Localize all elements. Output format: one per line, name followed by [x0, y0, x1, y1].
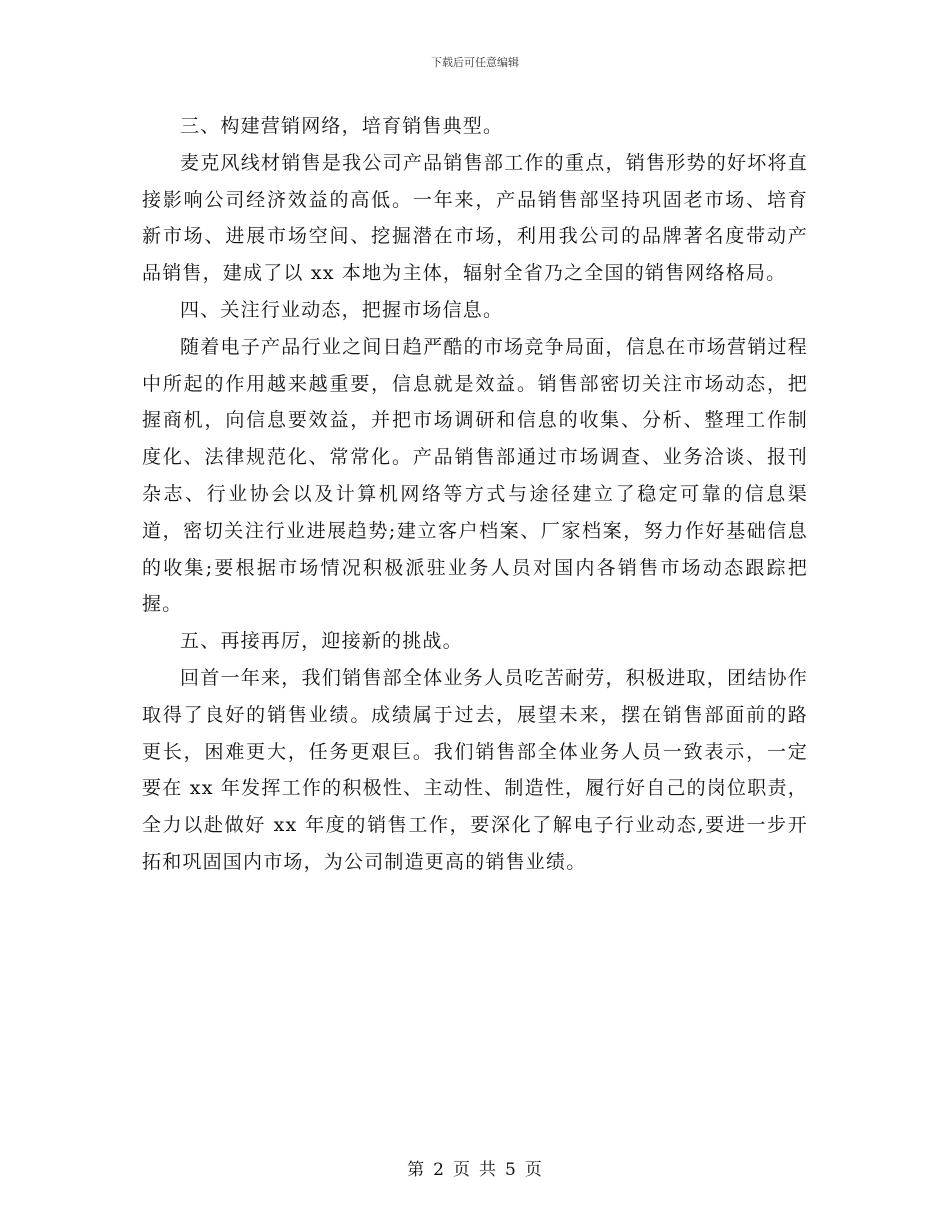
heading-section-3: 三、构建营销网络，培育销售典型。 [180, 115, 504, 137]
paragraph-new-challenges: 回首一年来，我们销售部全体业务人员吃苦耐劳，积极进取，团结协作取得了良好的销售业绩。成绩属于过去，展望未来，摆在销售部面前的路更长，困难更大，任务更艰巨。我们销售部全体业务人员一致表示，一定要在 xx 年发挥工作的积极性、主动性、制造性，履行好自己的岗位职责，全力以赴做好 xx 年度的销售工作，要深化了解电子行业动态,要进一步开拓和巩固国内市场，为公司制造更高的销售业绩。 [142, 666, 808, 873]
page-footer [0, 1155, 950, 1180]
footer-current-page: 2 [433, 1160, 445, 1180]
footer-label-di: 第 [407, 1160, 426, 1180]
footer-label-ye2: 页 [524, 1160, 543, 1180]
footer-label-ye: 页 [453, 1160, 471, 1180]
paragraph-marketing-network: 麦克风线材销售是我公司产品销售部工作的重点，销售形势的好坏将直接影响公司经济效益的高低。一年来，产品销售部坚持巩固老市场、培育新市场、进展市场空间、挖掘潜在市场，利用我公司的品牌著名度带动产品销售，建成了以 xx 本地为主体，辐射全省乃之全国的销售网络格局。 [142, 151, 808, 285]
paragraph-market-information: 随着电子产品行业之间日趋严酷的市场竞争局面，信息在市场营销过程中所起的作用越来越重要，信息就是效益。销售部密切关注市场动态，把握商机，向信息要效益，并把市场调研和信息的收集、分析、整理工作制度化、法律规范化、常常化。产品销售部通过市场调查、业务洽谈、报刊杂志、行业协会以及计算机网络等方式与途径建立了稳定可靠的信息渠道，密切关注行业进展趋势;建立客户档案、厂家档案，努力作好基础信息的收集;要根据市场情况积极派驻业务人员对国内各销售市场动态跟踪把握。 [142, 335, 808, 616]
header-note: 下载后可任意编辑 [431, 56, 519, 69]
heading-section-4: 四、关注行业动态，把握市场信息。 [180, 298, 504, 321]
footer-label-gong: 共 [479, 1160, 497, 1180]
heading-section-5: 五、再接再厉，迎接新的挑战。 [180, 630, 463, 653]
document-body [142, 108, 808, 881]
footer-total-pages: 5 [505, 1160, 517, 1180]
